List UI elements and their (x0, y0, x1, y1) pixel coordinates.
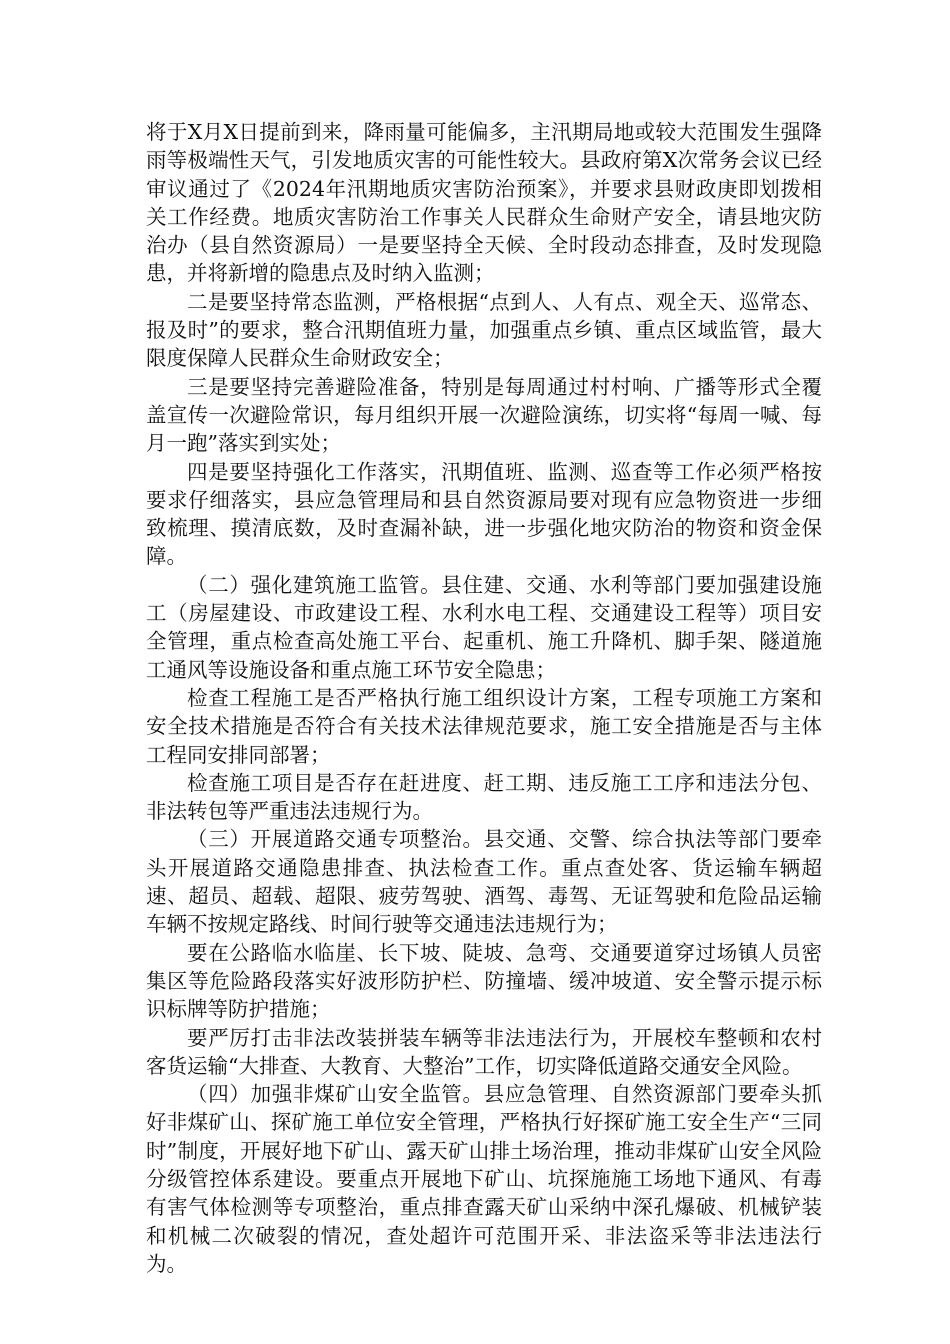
paragraph-8: （三）开展道路交通专项整治。县交通、交警、综合执法等部门要牵头开展道路交通隐患排查、执法检查工作。重点查处客、货运输车辆超速、超员、超载、超限、疲劳驾驶、酒驾、毒驾、无证驾驶和危险品运输车辆不按规定路线、时间行驶等交通违法违规行为； (146, 827, 822, 937)
paragraph-1: 将于X月X日提前到来，降雨量可能偏多，主汛期局地或较大范围发生强降雨等极端性天气，引发地质灾害的可能性较大。县政府第X次常务会议已经审议通过了《2024年汛期地质灾害防治预案》，并要求县财政庚即划拨相关工作经费。地质灾害防治工作事关人民群众生命财产安全，请县地灾防治办（县自然资源局）一是要坚持全天候、全时段动态排查，及时发现隐患，并将新增的隐患点及时纳入监测； (146, 120, 822, 286)
paragraph-7: 检查施工项目是否存在赶进度、赶工期、违反施工工序和违法分包、非法转包等严重违法违规行为。 (146, 770, 822, 824)
document-body (146, 118, 822, 1278)
paragraph-10: 要严厉打击非法改装拼装车辆等非法违法行为，开展校车整顿和农村客货运输“大排查、大教育、大整治”工作，切实降低道路交通安全风险。 (146, 1025, 822, 1078)
paragraph-4: 四是要坚持强化工作落实，汛期值班、监测、巡查等工作必须严格按要求仔细落实，县应急管理局和县自然资源局要对现有应急物资进一步细致梳理、摸清底数，及时查漏补缺，进一步强化地灾防治的物资和资金保障。 (146, 459, 822, 569)
paragraph-9: 要在公路临水临崖、长下坡、陡坡、急弯、交通要道穿过场镇人员密集区等危险路段落实好波形防护栏、防撞墙、缓冲坡道、安全警示提示标识标牌等防护措施； (146, 940, 822, 1022)
paragraph-6: 检查工程施工是否严格执行施工组织设计方案，工程专项施工方案和安全技术措施是否符合有关技术法律规范要求，施工安全措施是否与主体工程同安排同部署； (146, 685, 822, 767)
paragraph-5: （二）强化建筑施工监管。县住建、交通、水利等部门要加强建设施工（房屋建设、市政建设工程、水利水电工程、交通建设工程等）项目安全管理，重点检查高处施工平台、起重机、施工升降机、脚手架、隧道施工通风等设施设备和重点施工环节安全隐患； (146, 572, 822, 682)
paragraph-11: （四）加强非煤矿山安全监管。县应急管理、自然资源部门要牵头抓好非煤矿山、探矿施工单位安全管理，严格执行好探矿施工安全生产“三同时”制度，开展好地下矿山、露天矿山排土场治理，推动非煤矿山安全风险分级管控体系建设。要重点开展地下矿山、坑探施施工场地下通风、有毒有害气体检测等专项整治，重点排查露天矿山采纳中深孔爆破、机械铲装和机械二次破裂的情况，查处超许可范围开采、非法盗采等非法违法行为。 (146, 1082, 822, 1276)
paragraph-3: 三是要坚持完善避险准备，特别是每周通过村村响、广播等形式全覆盖宣传一次避险常识，每月组织开展一次避险演练，切实将“每周一喊、每月一跑”落实到实处； (146, 374, 822, 456)
paragraph-2: 二是要坚持常态监测，严格根据“点到人、人有点、观全天、巡常态、报及时”的要求，整合汛期值班力量，加强重点乡镇、重点区域监管，最大限度保障人民群众生命财政安全； (146, 289, 822, 371)
